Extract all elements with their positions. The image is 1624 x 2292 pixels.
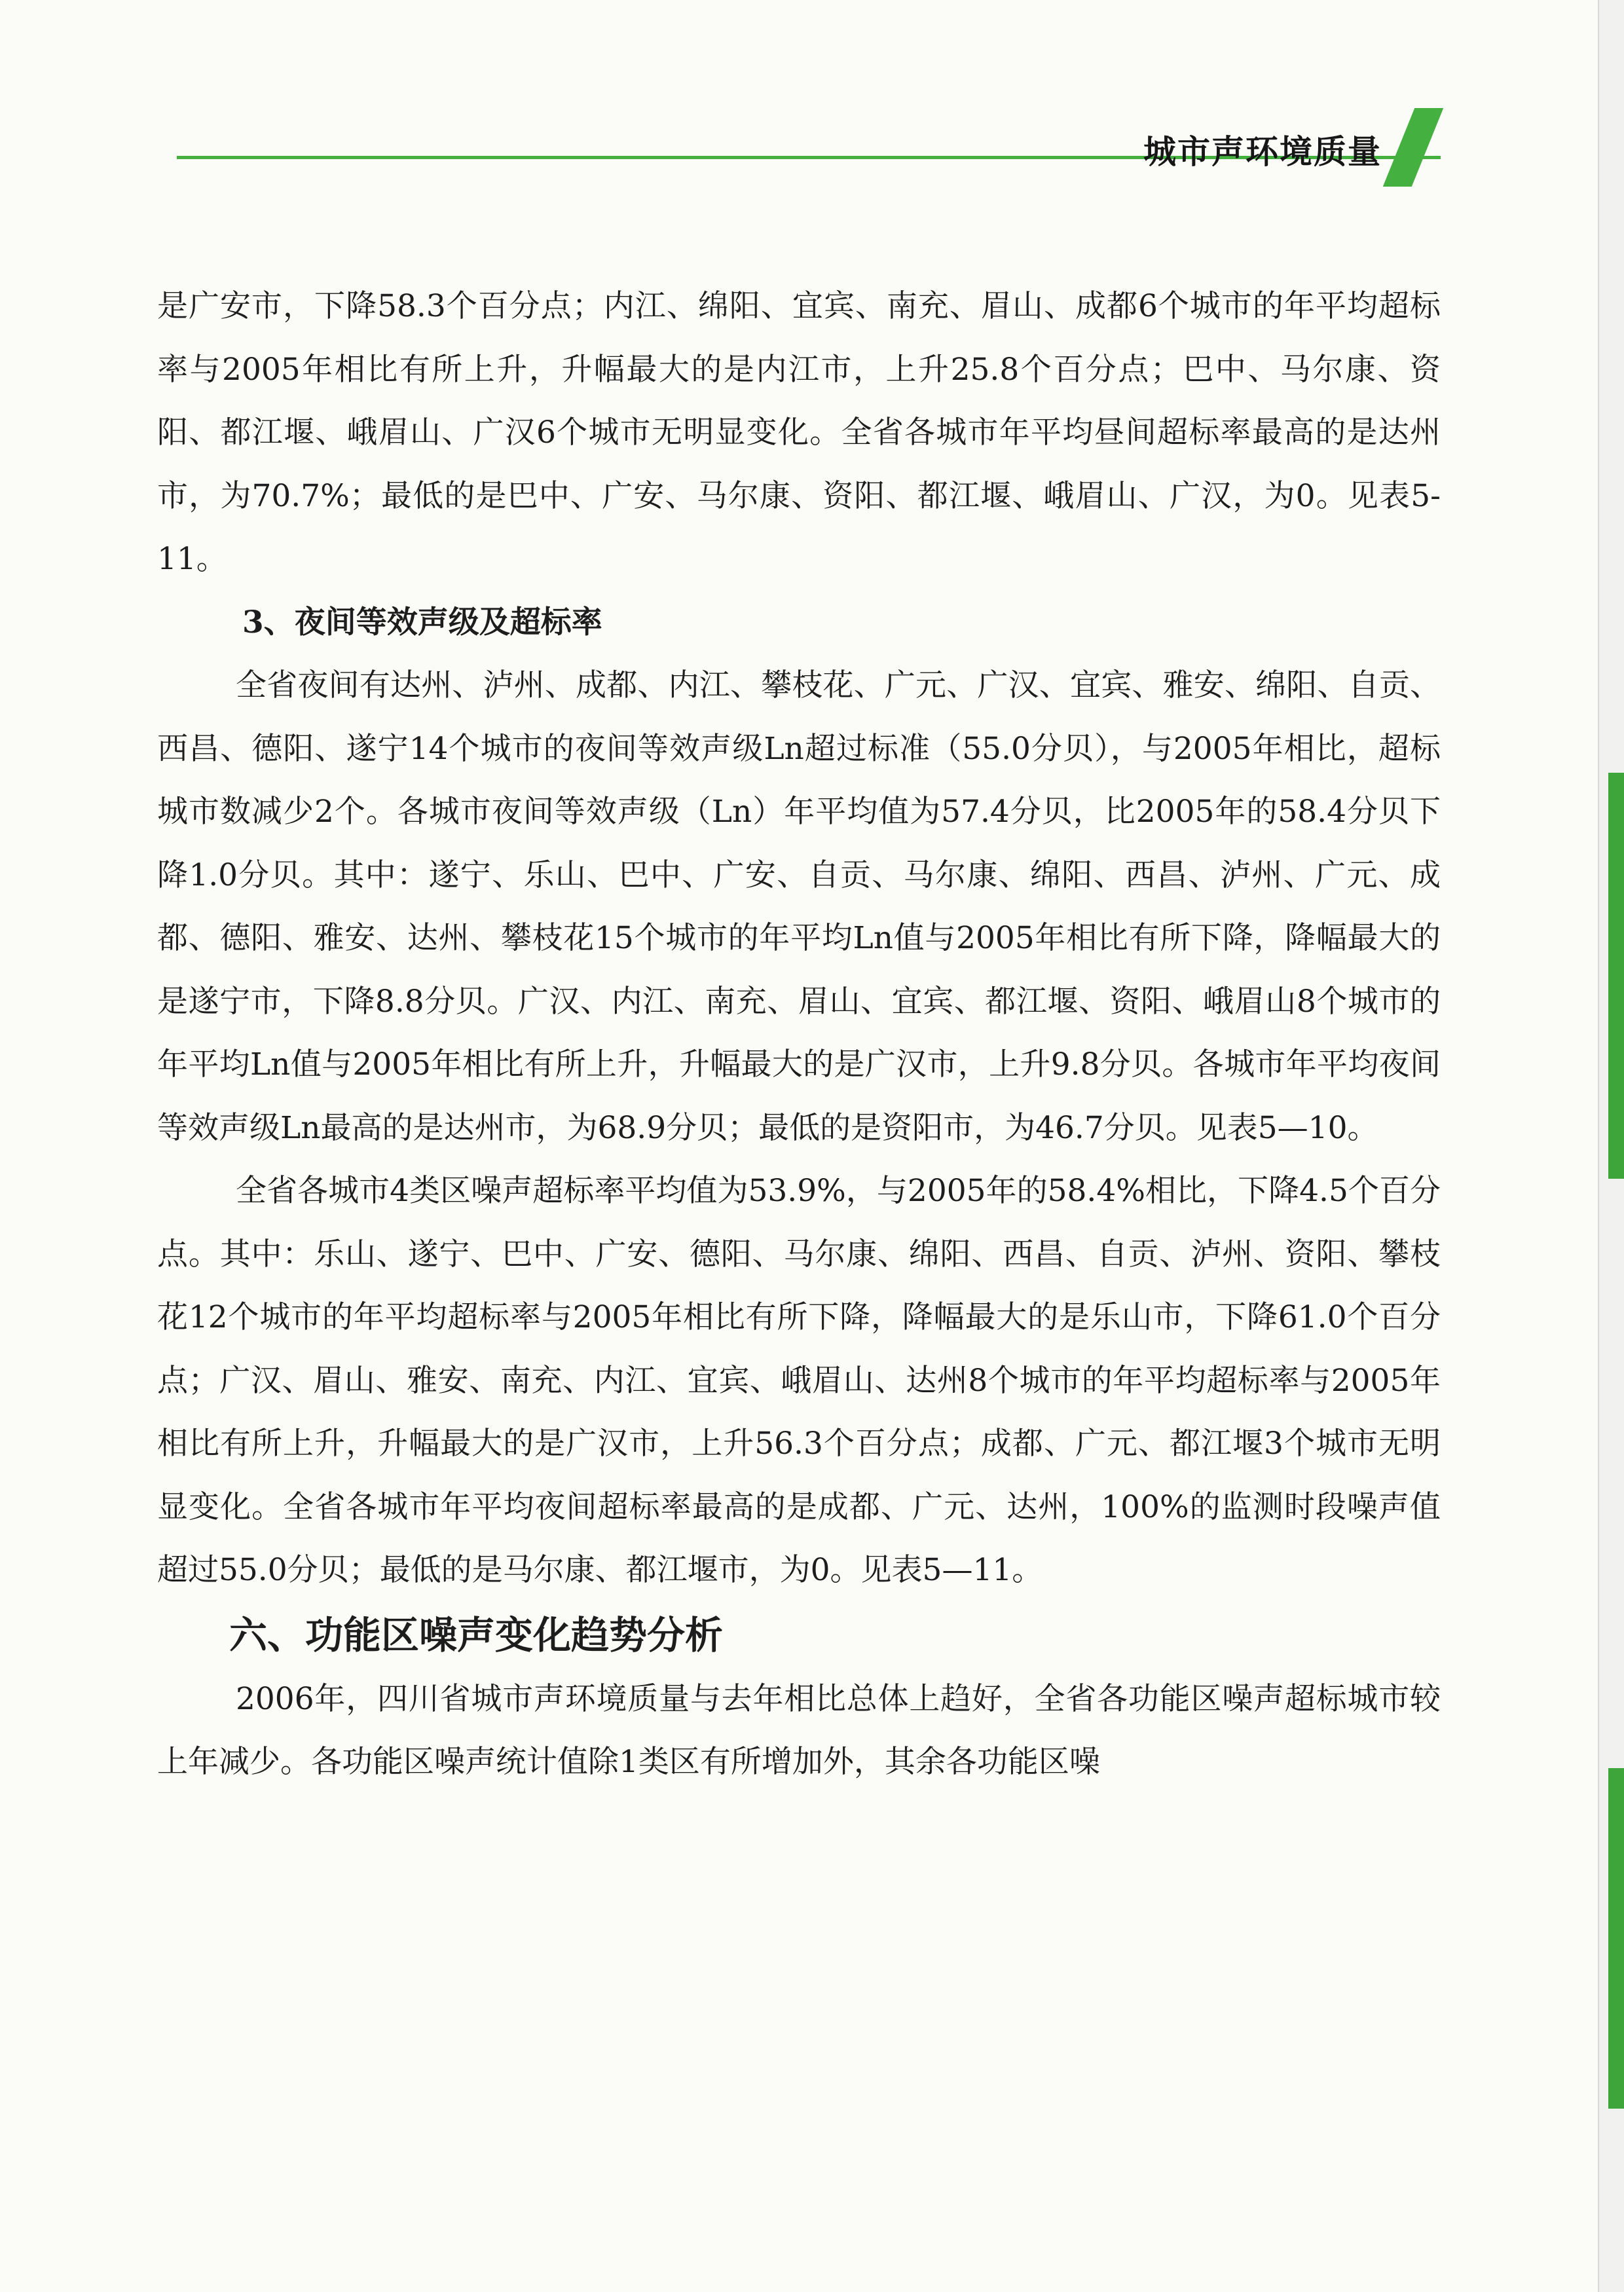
section-heading-6: 六、功能区噪声变化趋势分析 [229, 1612, 724, 1657]
page-edge [1598, 0, 1624, 2292]
header-title: 城市声环境质量 [1143, 133, 1382, 171]
subheading-night-level: 3、夜间等效声级及超标率 [242, 604, 602, 640]
green-edge-tab [1608, 1768, 1624, 2109]
paragraph-1: 是广安市，下降58.3个百分点；内江、绵阳、宜宾、南充、眉山、成都6个城市的年平均超标率与2005年相比有所上升，升幅最大的是内江市，上升25.8个百分点；巴中、马尔康、资阳、都江堰、峨眉山、广汉6个城市无明显变化。全省各城市年平均昼间超标率最高的是达州市，为70.7%；最低的是巴中、广安、马尔康、资阳、都江堰、峨眉山、广汉，为0。见表5-11。 [157, 288, 1441, 577]
body-content [157, 275, 1441, 1794]
header-green-mark [1383, 108, 1443, 187]
running-header [177, 98, 1480, 177]
paragraph-2: 全省夜间有达州、泸州、成都、内江、攀枝花、广元、广汉、宜宾、雅安、绵阳、自贡、西昌、德阳、遂宁14个城市的夜间等效声级Ln超过标准（55.0分贝），与2005年相比，超标城市数减少2个。各城市夜间等效声级（Ln）年平均值为57.4分贝，比2005年的58.4分贝下降1.0分贝。其中：遂宁、乐山、巴中、广安、自贡、马尔康、绵阳、西昌、泸州、广元、成都、德阳、雅安、达州、攀枝花15个城市的年平均Ln值与2005年相比有所下降，降幅最大的是遂宁市，下降8.8分贝。广汉、内江、南充、眉山、宜宾、都江堰、资阳、峨眉山8个城市的年平均Ln值与2005年相比有所上升，升幅最大的是广汉市，上升9.8分贝。各城市年平均夜间等效声级Ln最高的是达州市，为68.9分贝；最低的是资阳市，为46.7分贝。见表5—10。 [157, 667, 1441, 1146]
paragraph-3: 全省各城市4类区噪声超标率平均值为53.9%，与2005年的58.4%相比，下降4.5个百分点。其中：乐山、遂宁、巴中、广安、德阳、马尔康、绵阳、西昌、自贡、泸州、资阳、攀枝花12个城市的年平均超标率与2005年相比有所下降，降幅最大的是乐山市，下降61.0个百分点；广汉、眉山、雅安、南充、内江、宜宾、峨眉山、达州8个城市的年平均超标率与2005年相比有所上升，升幅最大的是广汉市，上升56.3个百分点；成都、广元、都江堰3个城市无明显变化。全省各城市年平均夜间超标率最高的是成都、广元、达州，100%的监测时段噪声值超过55.0分贝；最低的是马尔康、都江堰市，为0。见表5—11。 [157, 1173, 1441, 1588]
paragraph-4: 2006年，四川省城市声环境质量与去年相比总体上趋好，全省各功能区噪声超标城市较上年减少。各功能区噪声统计值除1类区有所增加外，其余各功能区噪 [157, 1680, 1441, 1780]
green-edge-tab [1608, 773, 1624, 1179]
